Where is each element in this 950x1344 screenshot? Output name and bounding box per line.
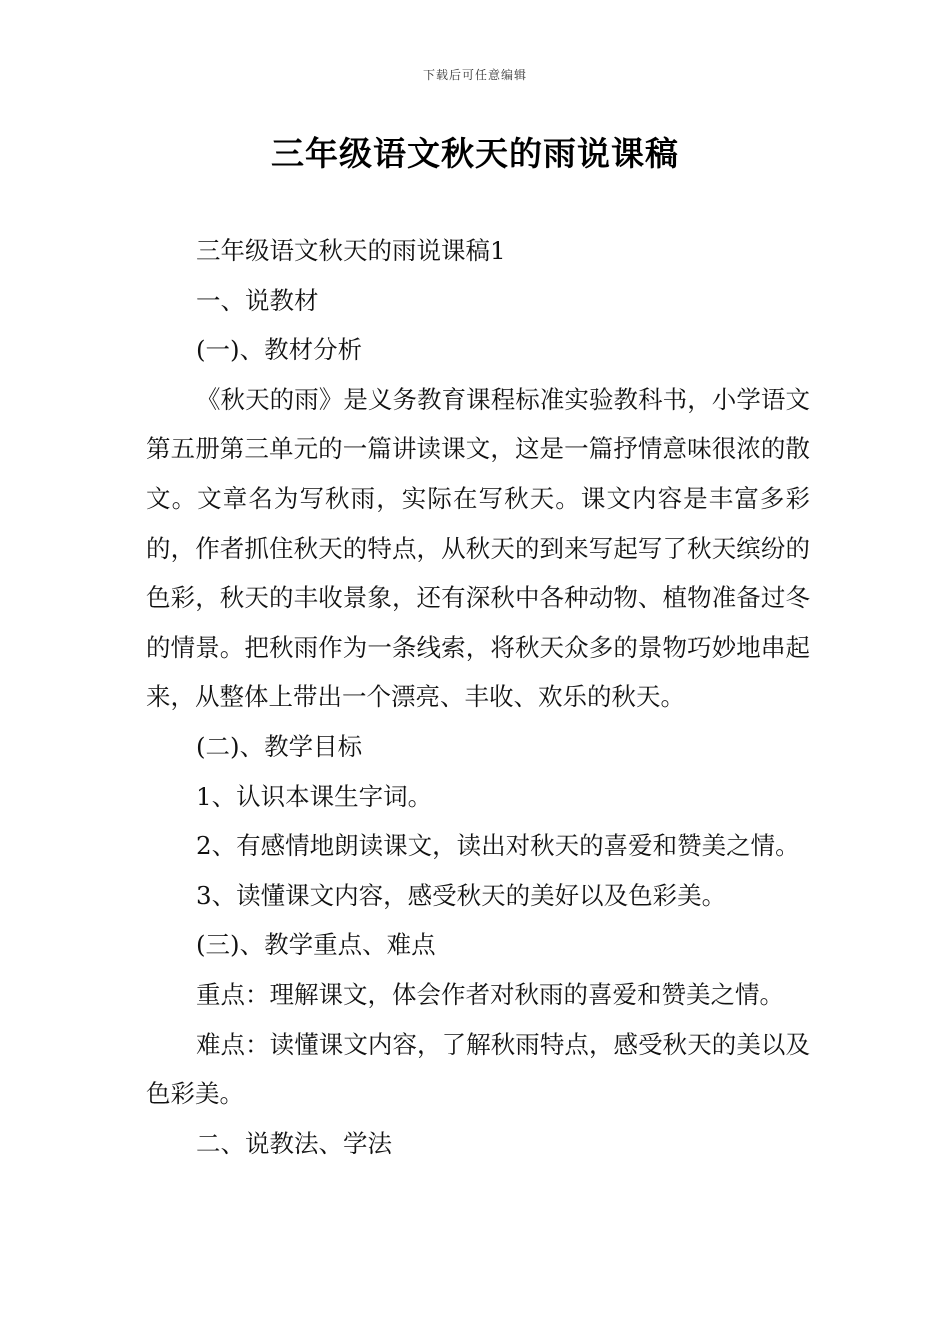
document-body [146,226,810,1168]
key-point-text: 重点：理解课文，体会作者对秋雨的喜爱和赞美之情。 [196,979,784,1009]
subsection-heading-analysis: (一)、教材分析 [196,335,363,365]
paragraph-analysis: 《秋天的雨》是义务教育课程标准实验教科书，小学语文第五册第三单元的一篇讲读课文，这是一篇抒情意味很浓的散文。文章名为写秋雨，实际在写秋天。课文内容是丰富多彩的，作者抓住秋天的特点，从秋天的到来写起写了秋天缤纷的色彩，秋天的丰收景象，还有深秋中各种动物、植物准备过冬的情景。把秋雨作为一条线索，将秋天众多的景物巧妙地串起来，从整体上带出一个漂亮、丰收、欢乐的秋天。 [146,384,810,712]
objective-item-3: 3、读懂课文内容，感受秋天的美好以及色彩美。 [196,880,727,910]
section-heading-teaching-material: 一、说教材 [196,285,319,315]
objective-item-2: 2、有感情地朗读课文，读出对秋天的喜爱和赞美之情。 [196,831,800,861]
difficult-point-text: 难点：读懂课文内容，了解秋雨特点，感受秋天的美以及色彩美。 [146,1029,810,1109]
objective-item-1: 1、认识本课生字词。 [196,781,433,811]
section-subtitle: 三年级语文秋天的雨说课稿1 [196,236,506,265]
subsection-heading-objectives: (二)、教学目标 [196,731,363,761]
subsection-heading-key-points: (三)、教学重点、难点 [196,930,436,960]
document-title: 三年级语文秋天的雨说课稿 [271,134,679,173]
header-note: 下载后可任意编辑 [422,68,527,82]
section-heading-methods: 二、说教法、学法 [196,1128,392,1158]
